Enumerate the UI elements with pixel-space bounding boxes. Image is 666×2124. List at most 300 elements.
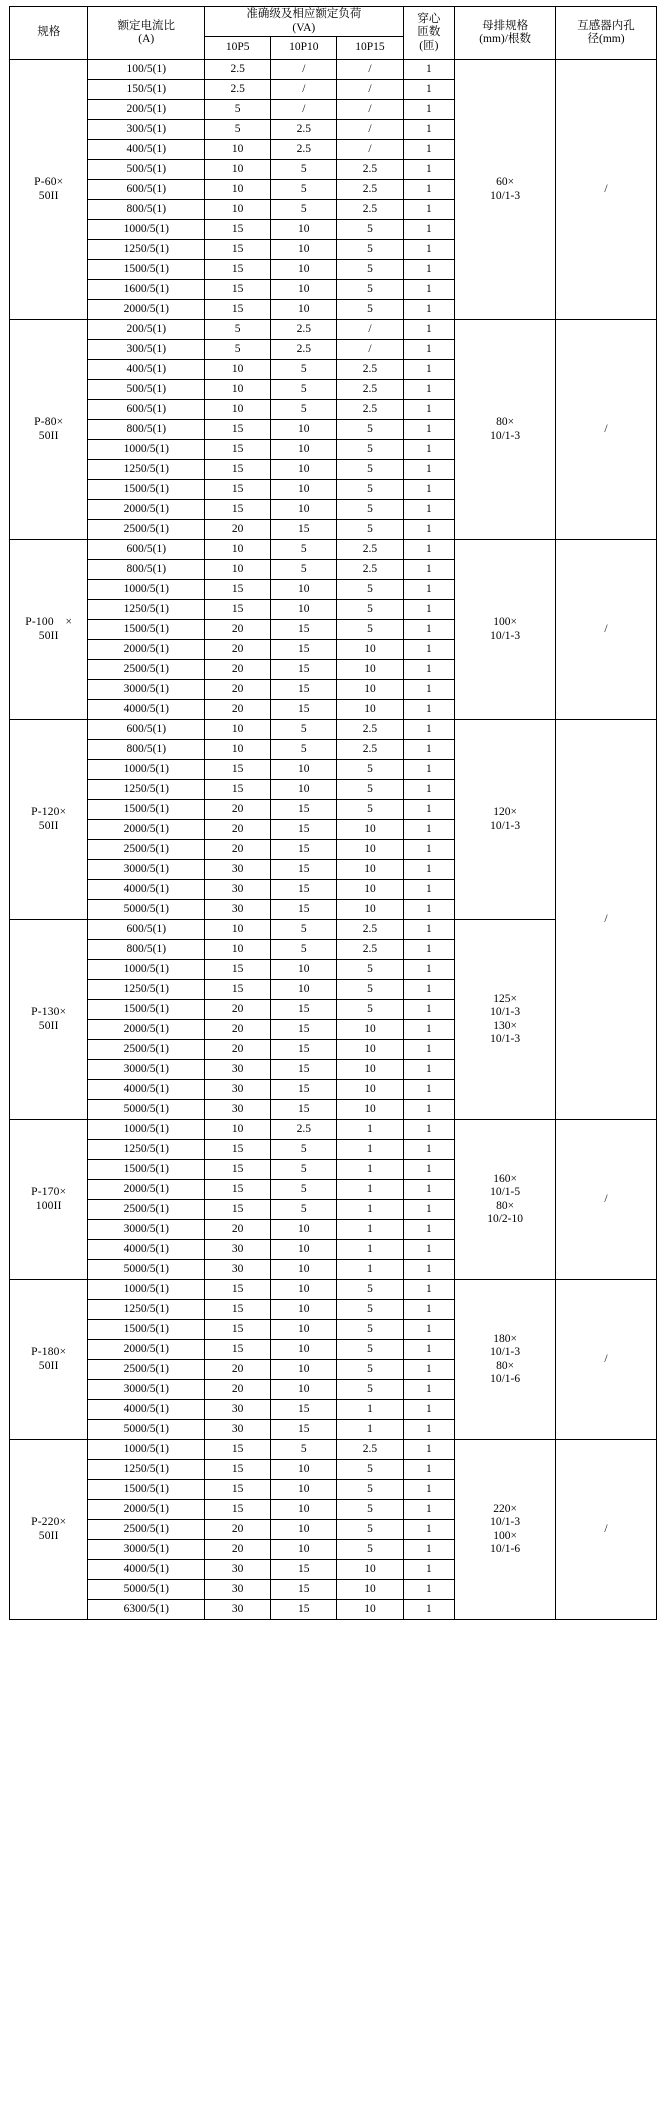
burden-10p15-cell: 2.5 (337, 180, 403, 200)
burden-10p10-cell: 5 (271, 1140, 337, 1160)
inner-hole-diameter-cell: / (556, 320, 657, 540)
rated-current-ratio-cell: 1250/5(1) (88, 1300, 205, 1320)
burden-10p15-cell: 5 (337, 1500, 403, 1520)
burden-10p15-cell: 5 (337, 1380, 403, 1400)
rated-current-ratio-cell: 1500/5(1) (88, 800, 205, 820)
turns-cell: 1 (403, 900, 455, 920)
rated-current-ratio-cell: 1250/5(1) (88, 600, 205, 620)
burden-10p10-cell: 2.5 (271, 140, 337, 160)
burden-10p10-cell: 15 (271, 640, 337, 660)
burden-10p5-cell: 15 (205, 300, 271, 320)
turns-cell: 1 (403, 180, 455, 200)
burden-10p15-cell: 5 (337, 420, 403, 440)
turns-cell: 1 (403, 300, 455, 320)
burden-10p15-cell: 5 (337, 760, 403, 780)
burden-10p5-cell: 15 (205, 1440, 271, 1460)
turns-cell: 1 (403, 920, 455, 940)
turns-cell: 1 (403, 540, 455, 560)
header-spec: 规格 (10, 7, 88, 60)
rated-current-ratio-cell: 1500/5(1) (88, 1160, 205, 1180)
rated-current-ratio-cell: 4000/5(1) (88, 1080, 205, 1100)
burden-10p10-cell: 10 (271, 1340, 337, 1360)
burden-10p10-cell: 15 (271, 1040, 337, 1060)
turns-cell: 1 (403, 780, 455, 800)
table-body (10, 60, 657, 1620)
turns-cell: 1 (403, 980, 455, 1000)
rated-current-ratio-cell: 2000/5(1) (88, 500, 205, 520)
burden-10p5-cell: 30 (205, 1560, 271, 1580)
burden-10p10-cell: 15 (271, 880, 337, 900)
turns-cell: 1 (403, 860, 455, 880)
rated-current-ratio-cell: 400/5(1) (88, 140, 205, 160)
rated-current-ratio-cell: 1250/5(1) (88, 460, 205, 480)
burden-10p10-cell: 10 (271, 500, 337, 520)
turns-cell: 1 (403, 1600, 455, 1620)
burden-10p5-cell: 20 (205, 1520, 271, 1540)
rated-current-ratio-cell: 800/5(1) (88, 940, 205, 960)
turns-cell: 1 (403, 160, 455, 180)
header-busbar-line2: (mm)/根数 (479, 33, 531, 45)
rated-current-ratio-cell: 1500/5(1) (88, 1000, 205, 1020)
burden-10p5-cell: 20 (205, 1020, 271, 1040)
spec-line1: P-100 × (25, 616, 73, 629)
turns-cell: 1 (403, 680, 455, 700)
burden-10p5-cell: 30 (205, 1060, 271, 1080)
turns-cell: 1 (403, 1120, 455, 1140)
turns-cell: 1 (403, 1580, 455, 1600)
burden-10p5-cell: 30 (205, 1600, 271, 1620)
burden-10p15-cell: 5 (337, 460, 403, 480)
burden-10p15-cell: 5 (337, 1460, 403, 1480)
rated-current-ratio-cell: 3000/5(1) (88, 1540, 205, 1560)
burden-10p10-cell: 15 (271, 1020, 337, 1040)
burden-10p5-cell: 10 (205, 720, 271, 740)
turns-cell: 1 (403, 1300, 455, 1320)
spec-cell (10, 320, 88, 540)
burden-10p10-cell: 10 (271, 1240, 337, 1260)
burden-10p15-cell: / (337, 80, 403, 100)
rated-current-ratio-cell: 1000/5(1) (88, 760, 205, 780)
burden-10p5-cell: 15 (205, 220, 271, 240)
turns-cell: 1 (403, 1140, 455, 1160)
turns-cell: 1 (403, 1560, 455, 1580)
burden-10p15-cell: 5 (337, 240, 403, 260)
burden-10p15-cell: 5 (337, 280, 403, 300)
burden-10p10-cell: 15 (271, 1600, 337, 1620)
burden-10p10-cell: 5 (271, 380, 337, 400)
header-10p10: 10P10 (271, 37, 337, 60)
burden-10p15-cell: / (337, 140, 403, 160)
burden-10p10-cell: 5 (271, 1180, 337, 1200)
burden-10p10-cell: 15 (271, 1560, 337, 1580)
burden-10p5-cell: 20 (205, 1040, 271, 1060)
busbar-line4: 10/1-3 (490, 1032, 521, 1045)
burden-10p10-cell: 5 (271, 560, 337, 580)
turns-cell: 1 (403, 80, 455, 100)
table-row (10, 1280, 657, 1300)
rated-current-ratio-cell: 150/5(1) (88, 80, 205, 100)
header-turns (403, 7, 455, 60)
rated-current-ratio-cell: 6300/5(1) (88, 1600, 205, 1620)
burden-10p15-cell: 5 (337, 1280, 403, 1300)
rated-current-ratio-cell: 3000/5(1) (88, 1060, 205, 1080)
burden-10p10-cell: 10 (271, 1260, 337, 1280)
rated-current-ratio-cell: 1000/5(1) (88, 580, 205, 600)
burden-10p5-cell: 5 (205, 100, 271, 120)
turns-cell: 1 (403, 600, 455, 620)
burden-10p15-cell: 1 (337, 1420, 403, 1440)
rated-current-ratio-cell: 1250/5(1) (88, 780, 205, 800)
spec-line1: P-130× (31, 1006, 67, 1019)
rated-current-ratio-cell: 500/5(1) (88, 380, 205, 400)
spec-line1: P-80× (34, 416, 64, 429)
burden-10p15-cell: 2.5 (337, 360, 403, 380)
turns-cell: 1 (403, 580, 455, 600)
spec-cell (10, 920, 88, 1120)
turns-cell: 1 (403, 420, 455, 440)
burden-10p5-cell: 15 (205, 960, 271, 980)
rated-current-ratio-cell: 1250/5(1) (88, 1460, 205, 1480)
burden-10p5-cell: 20 (205, 520, 271, 540)
header-turns-line2: 匝数 (417, 26, 441, 39)
burden-10p15-cell: 1 (337, 1140, 403, 1160)
busbar-spec-cell (455, 1440, 556, 1620)
burden-10p10-cell: / (271, 60, 337, 80)
burden-10p5-cell: 30 (205, 1580, 271, 1600)
burden-10p10-cell: 15 (271, 1580, 337, 1600)
spec-line2: 50II (38, 629, 59, 642)
burden-10p15-cell: 10 (337, 640, 403, 660)
rated-current-ratio-cell: 1000/5(1) (88, 220, 205, 240)
rated-current-ratio-cell: 1000/5(1) (88, 1280, 205, 1300)
busbar-line2: 10/1-3 (490, 189, 521, 202)
burden-10p5-cell: 30 (205, 1420, 271, 1440)
burden-10p5-cell: 30 (205, 860, 271, 880)
burden-10p5-cell: 15 (205, 1180, 271, 1200)
burden-10p5-cell: 20 (205, 700, 271, 720)
burden-10p5-cell: 20 (205, 620, 271, 640)
burden-10p10-cell: 10 (271, 420, 337, 440)
header-accuracy-title: 准确级及相应额定负荷 (246, 8, 362, 21)
rated-current-ratio-cell: 2000/5(1) (88, 1180, 205, 1200)
burden-10p15-cell: / (337, 100, 403, 120)
turns-cell: 1 (403, 840, 455, 860)
rated-current-ratio-cell: 1000/5(1) (88, 440, 205, 460)
rated-current-ratio-cell: 2500/5(1) (88, 1520, 205, 1540)
turns-cell: 1 (403, 460, 455, 480)
burden-10p5-cell: 15 (205, 1300, 271, 1320)
turns-cell: 1 (403, 1020, 455, 1040)
rated-current-ratio-cell: 5000/5(1) (88, 1100, 205, 1120)
burden-10p5-cell: 10 (205, 140, 271, 160)
busbar-spec-cell (455, 1280, 556, 1440)
burden-10p5-cell: 10 (205, 1120, 271, 1140)
turns-cell: 1 (403, 820, 455, 840)
burden-10p5-cell: 30 (205, 880, 271, 900)
burden-10p15-cell: 2.5 (337, 380, 403, 400)
burden-10p10-cell: 10 (271, 300, 337, 320)
burden-10p10-cell: 15 (271, 1100, 337, 1120)
turns-cell: 1 (403, 1240, 455, 1260)
rated-current-ratio-cell: 800/5(1) (88, 420, 205, 440)
burden-10p15-cell: 2.5 (337, 720, 403, 740)
burden-10p15-cell: 5 (337, 800, 403, 820)
table-row (10, 1440, 657, 1460)
burden-10p10-cell: 15 (271, 800, 337, 820)
rated-current-ratio-cell: 800/5(1) (88, 740, 205, 760)
burden-10p5-cell: 10 (205, 360, 271, 380)
burden-10p10-cell: 10 (271, 480, 337, 500)
burden-10p15-cell: / (337, 60, 403, 80)
burden-10p15-cell: / (337, 120, 403, 140)
burden-10p15-cell: 2.5 (337, 160, 403, 180)
burden-10p5-cell: 20 (205, 680, 271, 700)
rated-current-ratio-cell: 1000/5(1) (88, 960, 205, 980)
rated-current-ratio-cell: 5000/5(1) (88, 900, 205, 920)
turns-cell: 1 (403, 340, 455, 360)
burden-10p5-cell: 15 (205, 280, 271, 300)
burden-10p15-cell: 1 (337, 1240, 403, 1260)
spec-line2: 50II (38, 1019, 59, 1032)
turns-cell: 1 (403, 1420, 455, 1440)
burden-10p5-cell: 20 (205, 660, 271, 680)
burden-10p5-cell: 20 (205, 1220, 271, 1240)
turns-cell: 1 (403, 440, 455, 460)
burden-10p5-cell: 20 (205, 800, 271, 820)
table-row (10, 1120, 657, 1140)
rated-current-ratio-cell: 5000/5(1) (88, 1420, 205, 1440)
busbar-line2: 10/1-3 (490, 629, 521, 642)
turns-cell: 1 (403, 220, 455, 240)
rated-current-ratio-cell: 2000/5(1) (88, 1020, 205, 1040)
burden-10p10-cell: 15 (271, 1000, 337, 1020)
burden-10p10-cell: 5 (271, 540, 337, 560)
burden-10p10-cell: 5 (271, 940, 337, 960)
header-turns-line1: 穿心 (417, 13, 441, 26)
turns-cell: 1 (403, 640, 455, 660)
burden-10p5-cell: 15 (205, 1340, 271, 1360)
burden-10p10-cell: 10 (271, 1460, 337, 1480)
burden-10p10-cell: 5 (271, 1160, 337, 1180)
turns-cell: 1 (403, 720, 455, 740)
burden-10p5-cell: 20 (205, 1540, 271, 1560)
inner-hole-diameter-cell: / (556, 1440, 657, 1620)
burden-10p10-cell: 15 (271, 820, 337, 840)
burden-10p10-cell: 5 (271, 740, 337, 760)
turns-cell: 1 (403, 660, 455, 680)
burden-10p10-cell: 10 (271, 220, 337, 240)
burden-10p5-cell: 10 (205, 560, 271, 580)
rated-current-ratio-cell: 3000/5(1) (88, 680, 205, 700)
burden-10p5-cell: 5 (205, 340, 271, 360)
turns-cell: 1 (403, 1280, 455, 1300)
burden-10p15-cell: 10 (337, 900, 403, 920)
burden-10p10-cell: 2.5 (271, 320, 337, 340)
burden-10p5-cell: 30 (205, 1100, 271, 1120)
turns-cell: 1 (403, 60, 455, 80)
spec-cell (10, 60, 88, 320)
burden-10p5-cell: 10 (205, 920, 271, 940)
inner-hole-diameter-cell: / (556, 540, 657, 720)
rated-current-ratio-cell: 300/5(1) (88, 340, 205, 360)
rated-current-ratio-cell: 3000/5(1) (88, 1380, 205, 1400)
burden-10p10-cell: 15 (271, 700, 337, 720)
turns-cell: 1 (403, 1460, 455, 1480)
burden-10p10-cell: / (271, 100, 337, 120)
busbar-line4: 10/1-6 (490, 1542, 521, 1555)
burden-10p10-cell: 10 (271, 600, 337, 620)
rated-current-ratio-cell: 600/5(1) (88, 720, 205, 740)
burden-10p5-cell: 20 (205, 1000, 271, 1020)
burden-10p5-cell: 15 (205, 760, 271, 780)
rated-current-ratio-cell: 4000/5(1) (88, 1240, 205, 1260)
turns-cell: 1 (403, 380, 455, 400)
burden-10p10-cell: 10 (271, 760, 337, 780)
burden-10p15-cell: 10 (337, 1560, 403, 1580)
turns-cell: 1 (403, 280, 455, 300)
rated-current-ratio-cell: 2500/5(1) (88, 660, 205, 680)
burden-10p10-cell: 10 (271, 280, 337, 300)
burden-10p15-cell: 10 (337, 1100, 403, 1120)
burden-10p15-cell: 2.5 (337, 540, 403, 560)
rated-current-ratio-cell: 2500/5(1) (88, 840, 205, 860)
rated-current-ratio-cell: 4000/5(1) (88, 880, 205, 900)
burden-10p5-cell: 10 (205, 740, 271, 760)
busbar-line2: 10/1-5 (490, 1186, 521, 1199)
busbar-line1: 120× (493, 806, 517, 819)
spec-cell (10, 540, 88, 720)
burden-10p5-cell: 15 (205, 1500, 271, 1520)
burden-10p10-cell: 15 (271, 1080, 337, 1100)
burden-10p10-cell: 15 (271, 1420, 337, 1440)
burden-10p10-cell: 10 (271, 1360, 337, 1380)
rated-current-ratio-cell: 1000/5(1) (88, 1120, 205, 1140)
rated-current-ratio-cell: 1000/5(1) (88, 1440, 205, 1460)
burden-10p5-cell: 15 (205, 1320, 271, 1340)
burden-10p15-cell: 10 (337, 700, 403, 720)
spec-cell (10, 1280, 88, 1440)
burden-10p10-cell: 10 (271, 1500, 337, 1520)
burden-10p10-cell: 15 (271, 660, 337, 680)
turns-cell: 1 (403, 140, 455, 160)
rated-current-ratio-cell: 200/5(1) (88, 320, 205, 340)
turns-cell: 1 (403, 1480, 455, 1500)
turns-cell: 1 (403, 200, 455, 220)
burden-10p15-cell: 10 (337, 1600, 403, 1620)
burden-10p15-cell: 10 (337, 680, 403, 700)
burden-10p10-cell: 5 (271, 200, 337, 220)
turns-cell: 1 (403, 360, 455, 380)
burden-10p15-cell: 5 (337, 500, 403, 520)
burden-10p5-cell: 30 (205, 1080, 271, 1100)
burden-10p5-cell: 15 (205, 1160, 271, 1180)
burden-10p10-cell: 5 (271, 920, 337, 940)
rated-current-ratio-cell: 600/5(1) (88, 400, 205, 420)
burden-10p5-cell: 20 (205, 640, 271, 660)
rated-current-ratio-cell: 4000/5(1) (88, 700, 205, 720)
rated-current-ratio-cell: 3000/5(1) (88, 860, 205, 880)
burden-10p5-cell: 2.5 (205, 60, 271, 80)
turns-cell: 1 (403, 500, 455, 520)
burden-10p15-cell: 1 (337, 1180, 403, 1200)
turns-cell: 1 (403, 1360, 455, 1380)
rated-current-ratio-cell: 800/5(1) (88, 200, 205, 220)
burden-10p15-cell: 2.5 (337, 920, 403, 940)
rated-current-ratio-cell: 2000/5(1) (88, 1500, 205, 1520)
burden-10p5-cell: 15 (205, 1140, 271, 1160)
burden-10p15-cell: 5 (337, 300, 403, 320)
burden-10p5-cell: 10 (205, 160, 271, 180)
burden-10p10-cell: 10 (271, 1380, 337, 1400)
turns-cell: 1 (403, 1100, 455, 1120)
turns-cell: 1 (403, 1440, 455, 1460)
burden-10p5-cell: 15 (205, 440, 271, 460)
burden-10p15-cell: 5 (337, 580, 403, 600)
burden-10p10-cell: 15 (271, 1060, 337, 1080)
burden-10p15-cell: 5 (337, 1480, 403, 1500)
busbar-line3: 80× (496, 1359, 515, 1372)
turns-cell: 1 (403, 100, 455, 120)
spec-line1: P-220× (31, 1516, 67, 1529)
burden-10p15-cell: 5 (337, 1520, 403, 1540)
turns-cell: 1 (403, 1380, 455, 1400)
burden-10p10-cell: 10 (271, 1220, 337, 1240)
rated-current-ratio-cell: 2000/5(1) (88, 300, 205, 320)
burden-10p5-cell: 10 (205, 380, 271, 400)
rated-current-ratio-cell: 5000/5(1) (88, 1580, 205, 1600)
rated-current-ratio-cell: 2000/5(1) (88, 820, 205, 840)
rated-current-ratio-cell: 200/5(1) (88, 100, 205, 120)
burden-10p15-cell: 10 (337, 1020, 403, 1040)
burden-10p10-cell: 5 (271, 1200, 337, 1220)
turns-cell: 1 (403, 1500, 455, 1520)
rated-current-ratio-cell: 1500/5(1) (88, 260, 205, 280)
rated-current-ratio-cell: 400/5(1) (88, 360, 205, 380)
turns-cell: 1 (403, 1000, 455, 1020)
burden-10p5-cell: 15 (205, 580, 271, 600)
turns-cell: 1 (403, 1160, 455, 1180)
table-row (10, 720, 657, 740)
burden-10p10-cell: 10 (271, 1480, 337, 1500)
burden-10p10-cell: 10 (271, 960, 337, 980)
inner-hole-diameter-cell: / (556, 1280, 657, 1440)
burden-10p10-cell: 5 (271, 180, 337, 200)
burden-10p15-cell: 1 (337, 1120, 403, 1140)
header-accuracy-unit: (VA) (292, 21, 316, 34)
burden-10p10-cell: 15 (271, 520, 337, 540)
burden-10p10-cell: 10 (271, 1320, 337, 1340)
burden-10p15-cell: 2.5 (337, 560, 403, 580)
turns-cell: 1 (403, 520, 455, 540)
burden-10p15-cell: 5 (337, 960, 403, 980)
rated-current-ratio-cell: 1500/5(1) (88, 1320, 205, 1340)
burden-10p15-cell: 10 (337, 1580, 403, 1600)
table-row (10, 320, 657, 340)
busbar-spec-cell (455, 920, 556, 1120)
burden-10p10-cell: 5 (271, 400, 337, 420)
turns-cell: 1 (403, 960, 455, 980)
burden-10p10-cell: 15 (271, 680, 337, 700)
inner-hole-diameter-cell: / (556, 720, 657, 1120)
rated-current-ratio-cell: 600/5(1) (88, 180, 205, 200)
rated-current-ratio-cell: 1250/5(1) (88, 240, 205, 260)
burden-10p15-cell: / (337, 320, 403, 340)
burden-10p15-cell: 10 (337, 1060, 403, 1080)
rated-current-ratio-cell: 5000/5(1) (88, 1260, 205, 1280)
burden-10p10-cell: 15 (271, 860, 337, 880)
burden-10p5-cell: 15 (205, 460, 271, 480)
burden-10p10-cell: 15 (271, 840, 337, 860)
